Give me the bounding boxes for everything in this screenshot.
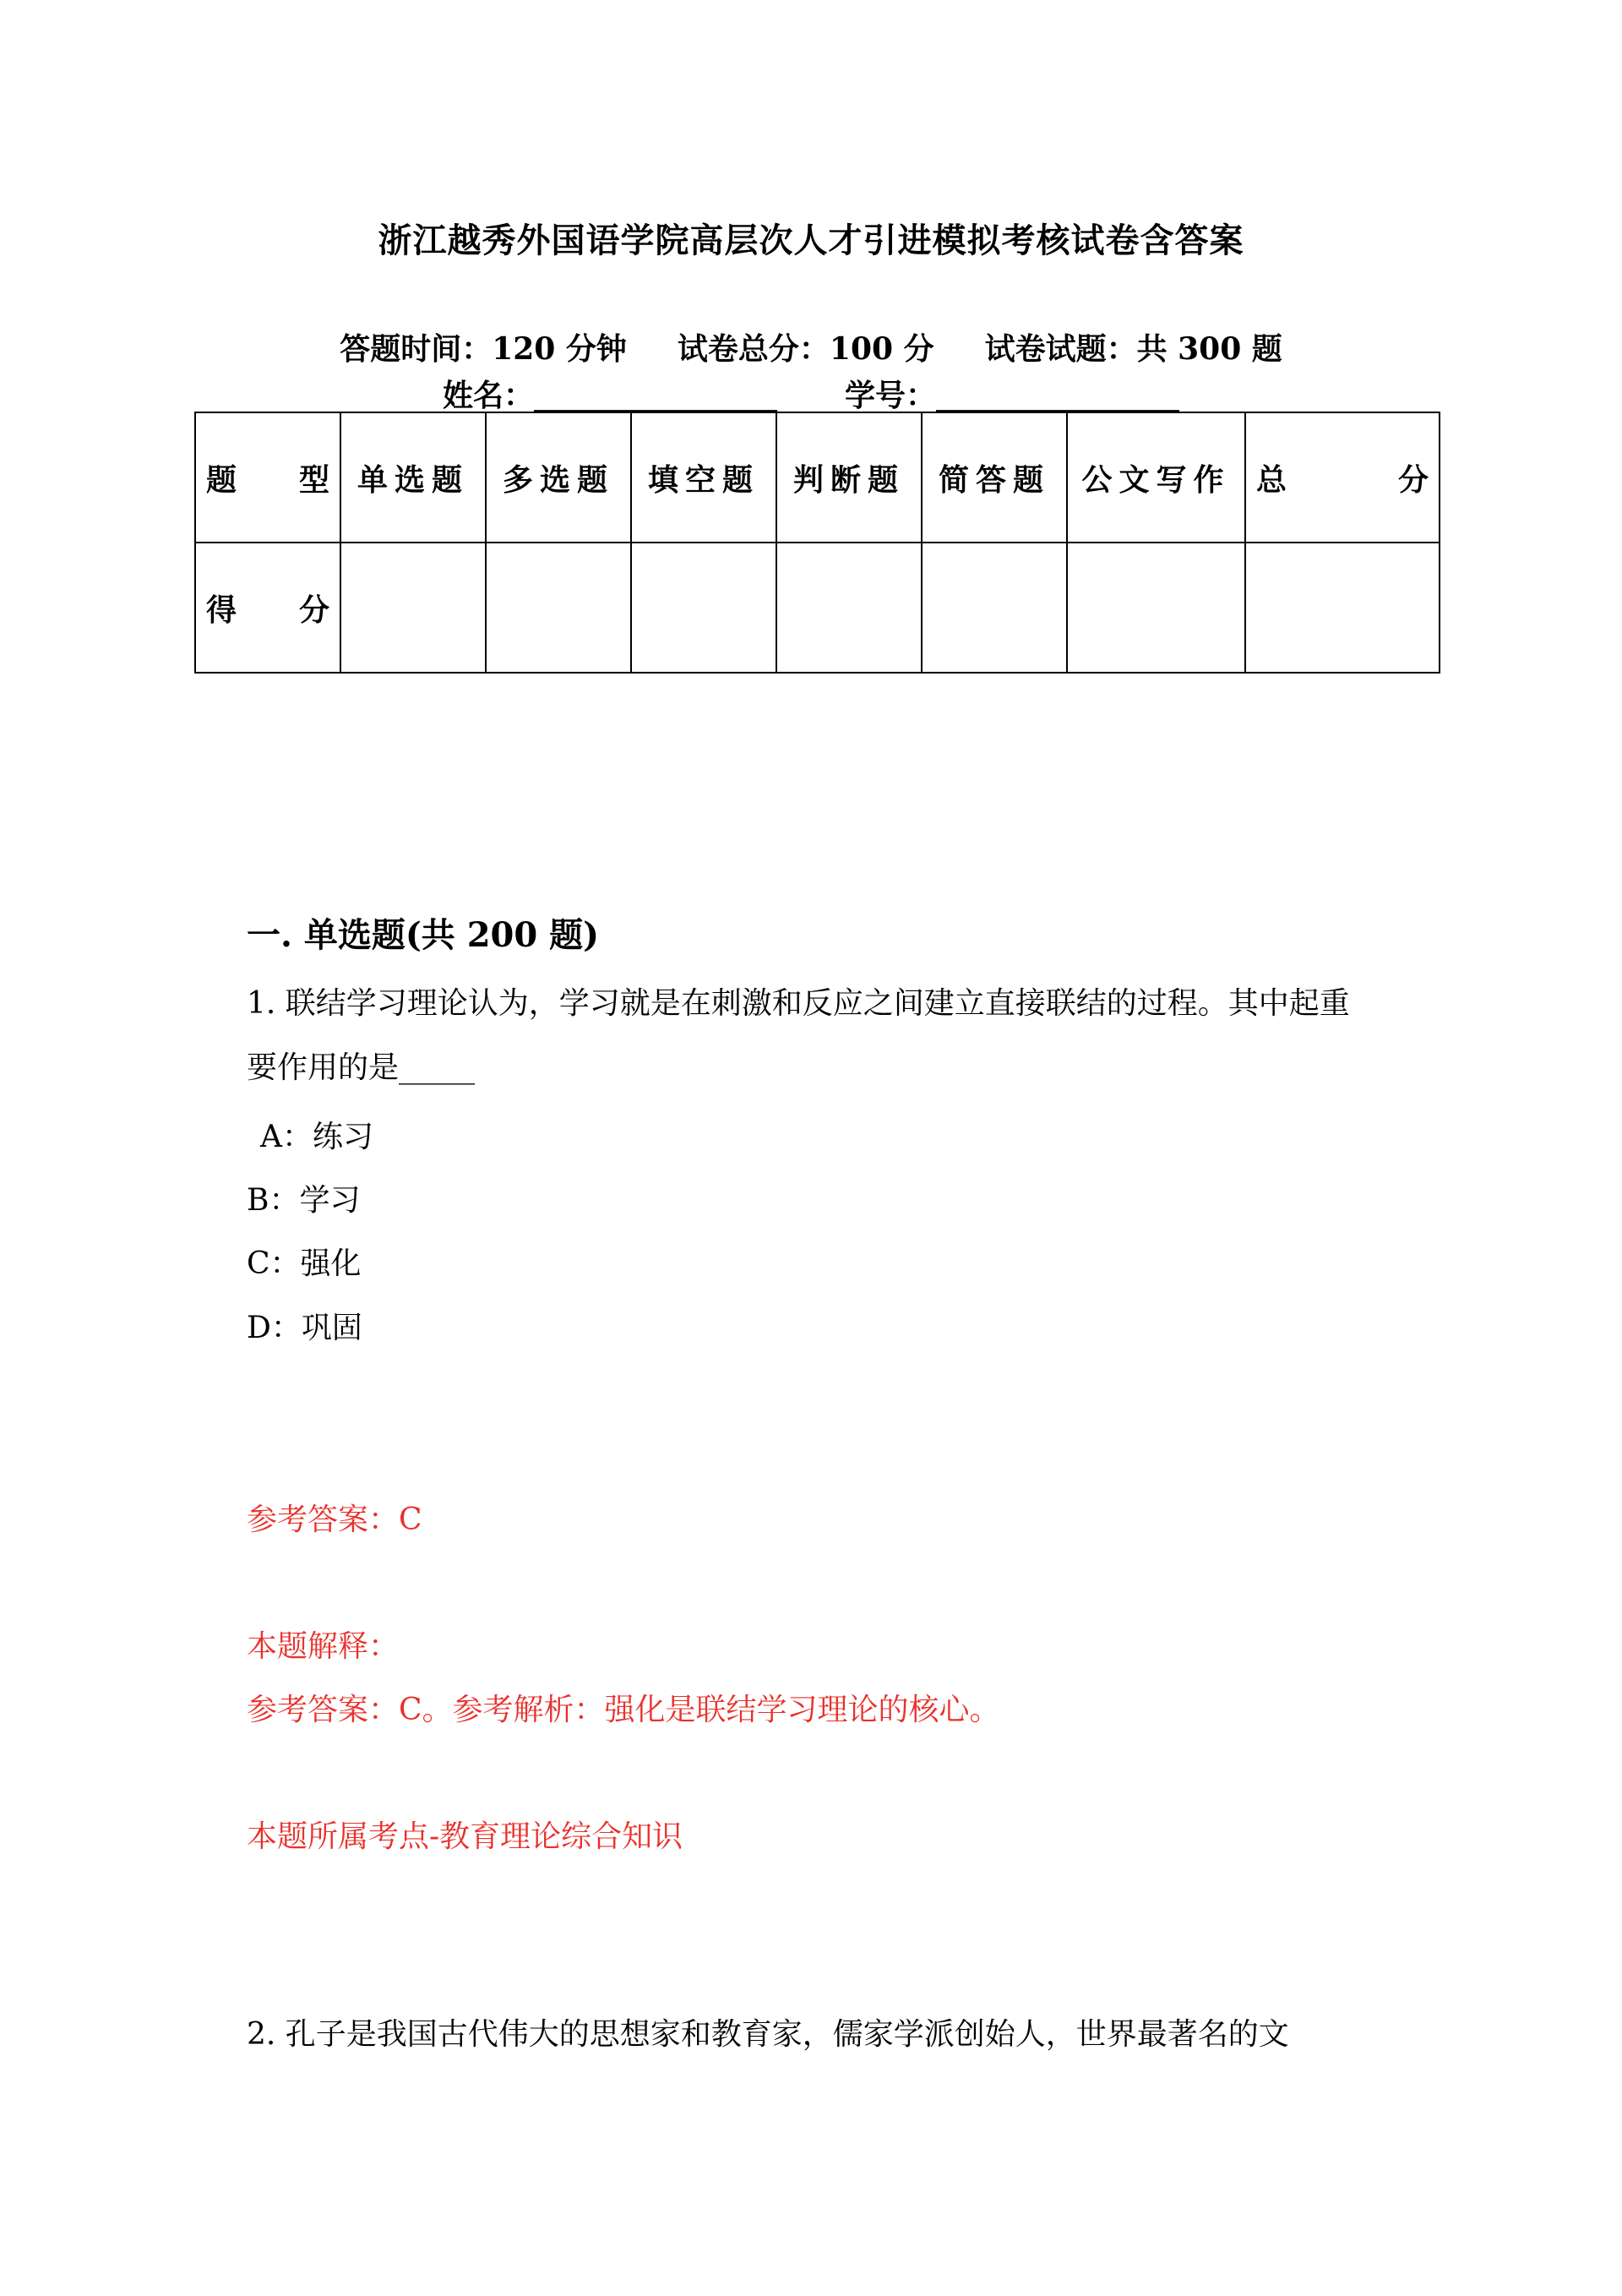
question-1-answer: 参考答案：C	[247, 1502, 422, 1537]
exam-total-questions: 试卷试题：共 300 题	[984, 331, 1282, 367]
label-char: 分	[298, 592, 329, 628]
score-cell	[776, 543, 922, 673]
question-1-option-a: A：练习	[260, 1120, 373, 1154]
question-1-knowledge-point: 本题所属考点-教育理论综合知识	[247, 1819, 683, 1854]
student-info-line	[0, 372, 1622, 415]
id-field: 学号：________________	[845, 378, 1180, 413]
score-table-score-row	[195, 543, 1440, 673]
question-1-explanation-heading: 本题解释：	[247, 1629, 400, 1664]
name-field: 姓名：________________	[442, 378, 777, 413]
score-cell	[631, 543, 776, 673]
label-char: 总	[1256, 461, 1287, 498]
row-label-score	[195, 543, 340, 673]
score-table-header-row	[195, 412, 1440, 543]
col-fill-blank: 填空题	[631, 412, 776, 543]
exam-total-score: 试卷总分：100 分	[677, 331, 934, 367]
score-cell	[922, 543, 1067, 673]
col-single-choice: 单选题	[340, 412, 486, 543]
col-official-writing: 公文写作	[1067, 412, 1245, 543]
exam-time: 答题时间：120 分钟	[340, 331, 627, 367]
row-label-question-type	[195, 412, 340, 543]
document-title: 浙江越秀外国语学院高层次人才引进模拟考核试卷含答案	[378, 221, 1244, 260]
question-2-text: 2. 孔子是我国古代伟大的思想家和教育家，儒家学派创始人，世界最著名的文	[247, 2017, 1289, 2052]
label-char: 得	[206, 592, 237, 628]
label-char: 型	[298, 461, 329, 498]
question-1-option-d: D：巩固	[247, 1311, 362, 1345]
col-short-answer: 简答题	[922, 412, 1067, 543]
question-1-option-c: C：强化	[247, 1246, 362, 1281]
score-cell	[340, 543, 486, 673]
col-multiple-choice: 多选题	[486, 412, 631, 543]
exam-meta-line	[0, 325, 1622, 368]
score-cell	[486, 543, 631, 673]
score-table	[194, 412, 1440, 674]
col-total	[1245, 412, 1440, 543]
score-cell	[1067, 543, 1245, 673]
col-true-false: 判断题	[776, 412, 922, 543]
score-cell-total	[1245, 543, 1440, 673]
label-char: 题	[206, 461, 237, 498]
section-title: 一. 单选题(共 200 题)	[247, 915, 600, 955]
label-char: 分	[1397, 461, 1429, 498]
question-1-explanation: 参考答案：C。参考解析：强化是联结学习理论的核心。	[247, 1693, 1000, 1727]
question-1-text: 1. 联结学习理论认为，学习就是在刺激和反应之间建立直接联结的过程。其中起重要作用的是_____	[247, 986, 1350, 1085]
question-1-option-b: B：学习	[247, 1183, 361, 1218]
